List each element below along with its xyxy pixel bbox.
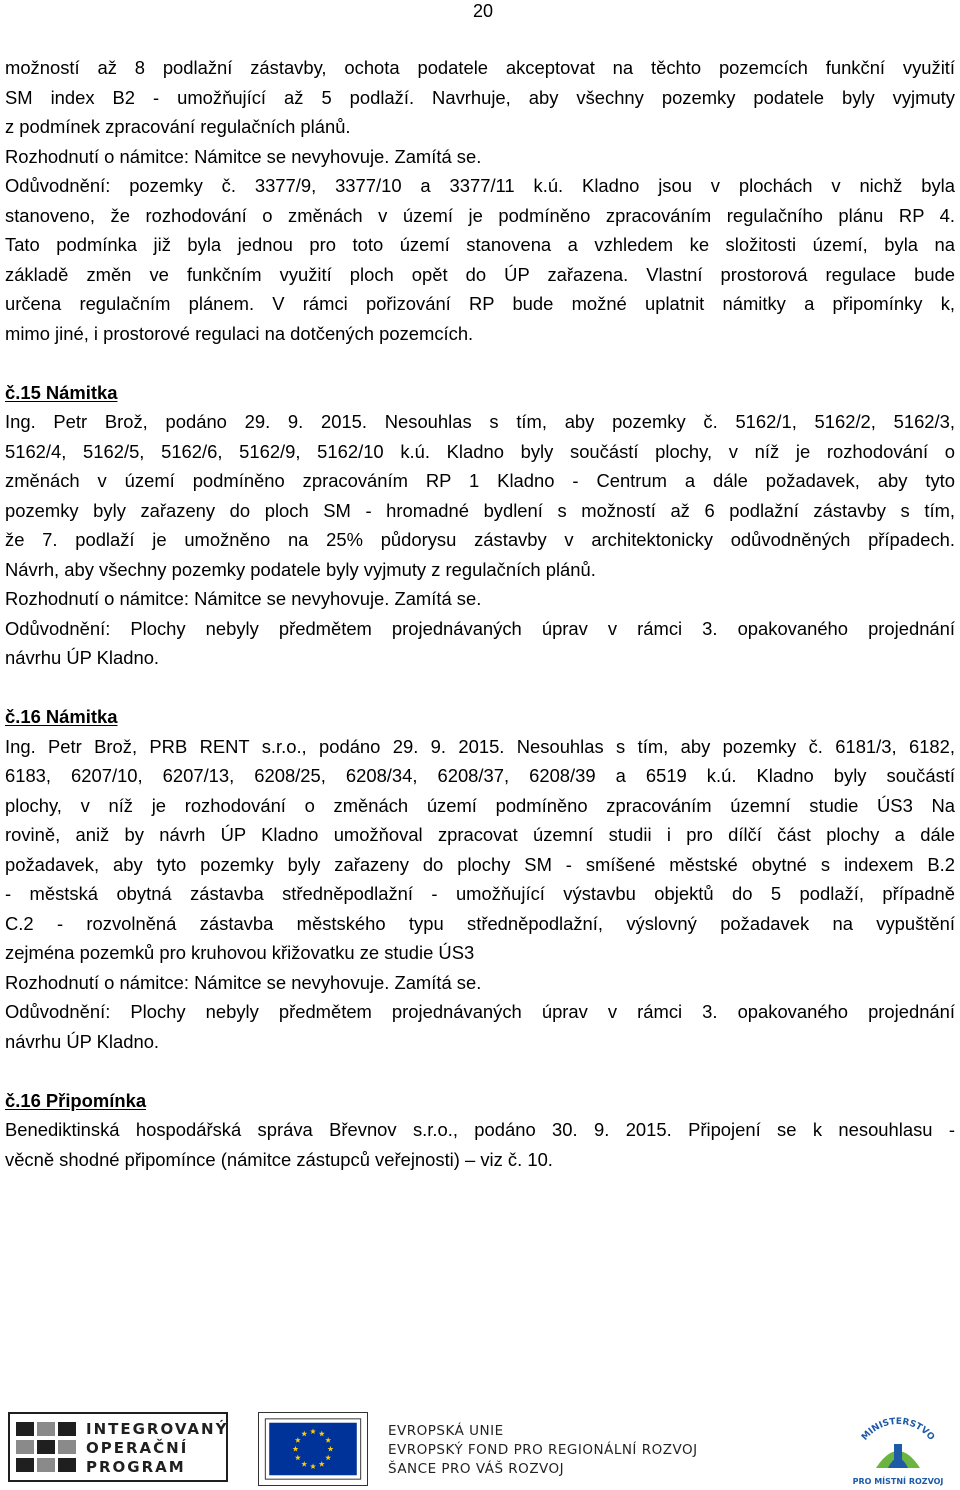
paragraph: [5, 407, 955, 673]
text-line: z podmínek zpracování regulačních plánů.: [5, 116, 351, 137]
document-body: [5, 53, 955, 1174]
iop-logo-text: [86, 1420, 228, 1477]
section-heading: č.16 Připomínka: [5, 1089, 147, 1111]
heading-line: [5, 378, 955, 408]
text-line: Odůvodnění: Plochy nebyly předmětem projednávaných úprav v rámci 3. opakovaného projednání: [5, 617, 955, 639]
text-line: návrhu ÚP Kladno.: [5, 1030, 160, 1052]
text-line: návrhu ÚP Kladno.: [5, 647, 160, 668]
eu-logo-text: [388, 1422, 698, 1479]
paragraph: [5, 53, 955, 348]
text-line: Odůvodnění: pozemky č. 3377/9, 3377/10 a 3377/11 k.ú. Kladno jsou v plochách v nichž byla: [5, 175, 955, 196]
iop-logo-line: PROGRAM: [86, 1458, 186, 1476]
section-heading: č.15 Námitka: [5, 381, 118, 403]
text-line: základě změn ve funkčním využití ploch opět do ÚP zařazena. Vlastní prostorová regulace bude: [5, 263, 955, 285]
iop-logo-line: INTEGROVANÝ: [86, 1420, 229, 1438]
text-line: Rozhodnutí o námitce: Námitce se nevyhovuje. Zamítá se.: [5, 588, 482, 609]
iop-logo: [8, 1412, 228, 1482]
text-line: 5162/4, 5162/5, 5162/6, 5162/9, 5162/10 k.ú. Kladno byly součástí plochy, v níž je rozhodování o: [5, 440, 955, 462]
text-line: určena regulačním plánem. V rámci pořizování RP bude možné uplatnit námitky a připomínky k,: [5, 293, 955, 314]
eu-logo-line: EVROPSKÝ FOND PRO REGIONÁLNÍ ROZVOJ: [388, 1442, 698, 1458]
text-line: zejména pozemků pro kruhovou křižovatku ze studie ÚS3: [5, 942, 475, 963]
footer-logos: [0, 1402, 960, 1490]
text-line: požadavek, aby tyto pozemky byly zařazeny do plochy SM - smíšené městské obytné s indexem B.2: [5, 853, 955, 875]
text-line: Tato podmínka již byla jednou pro toto území stanovena a vzhledem ke složitosti území, byla na: [5, 234, 955, 255]
text-line: Odůvodnění: Plochy nebyly předmětem projednávaných úprav v rámci 3. opakovaného projednání: [5, 1001, 955, 1022]
text-line: 6183, 6207/10, 6207/13, 6208/25, 6208/34, 6208/37, 6208/39 a 6519 k.ú. Kladno byly součástí: [5, 765, 955, 786]
paragraph: [5, 732, 955, 1057]
heading-line: [5, 702, 955, 732]
text-line: pozemky byly zařazeny do ploch SM - hromadné bydlení s možností až 6 podlažní zástavby s tím,: [5, 499, 955, 521]
text-line: - městská obytná zástavba středněpodlažní - umožňující výstavbu objektů do 5 podlaží, případně: [5, 883, 955, 904]
ministry-logo-icon: [836, 1404, 960, 1490]
text-line: Rozhodnutí o námitce: Námitce se nevyhovuje. Zamítá se.: [5, 971, 482, 993]
section-heading: č.16 Námitka: [5, 706, 118, 727]
text-line: plochy, v níž je rozhodování o změnách území podmíněno zpracováním územní studie ÚS3 Na: [5, 794, 955, 816]
paragraph-gap: [5, 673, 955, 703]
text-line: stanoveno, že rozhodování o změnách v území je podmíněno zpracováním regulačního plánu RP 4.: [5, 204, 955, 226]
text-line: že 7. podlaží je umožněno na 25% půdorysu zástavby v architektonicky odůvodněných případech.: [5, 529, 955, 550]
text-line: rovině, aniž by návrh ÚP Kladno umožňoval zpracovat územní studii i pro dílčí část plochy a dále: [5, 824, 955, 845]
text-line: věcně shodné připomínce (námitce zástupců veřejnosti) – viz č. 10.: [5, 1148, 553, 1170]
paragraph-gap: [5, 348, 955, 378]
eu-logo: [258, 1408, 818, 1488]
text-line: změnách v území podmíněno zpracováním RP 1 Kladno - Centrum a dále požadavek, aby tyto: [5, 470, 955, 491]
page-number: 20: [472, 1, 494, 21]
iop-logo-line: OPERAČNÍ: [86, 1439, 189, 1457]
text-line: Návrh, aby všechny pozemky podatele byly vyjmuty z regulačních plánů.: [5, 558, 596, 580]
iop-logo-icon: [16, 1422, 76, 1472]
text-line: Rozhodnutí o námitce: Námitce se nevyhovuje. Zamítá se.: [5, 145, 482, 167]
eu-logo-line: ŠANCE PRO VÁŠ ROZVOJ: [388, 1461, 565, 1477]
eu-flag-icon: [258, 1412, 368, 1486]
heading-line: [5, 1086, 955, 1116]
text-line: možností až 8 podlažní zástavby, ochota podatele akceptovat na těchto pozemcích funkční využití: [5, 57, 955, 78]
paragraph: [5, 1115, 955, 1174]
text-line: Benediktinská hospodářská správa Břevnov s.r.o., podáno 30. 9. 2015. Připojení se k nesouhlasu -: [5, 1119, 955, 1140]
text-line: SM index B2 - umožňující až 5 podlaží. Navrhuje, aby všechny pozemky podatele byly vyjmuty: [5, 86, 955, 108]
paragraph-gap: [5, 1056, 955, 1086]
text-line: Ing. Petr Brož, PRB RENT s.r.o., podáno 29. 9. 2015. Nesouhlas s tím, aby pozemky č. 6181/3, 6182,: [5, 735, 955, 757]
svg-text:PRO MÍSTNÍ ROZVOJ: PRO MÍSTNÍ ROZVOJ: [852, 1477, 944, 1486]
text-line: Ing. Petr Brož, podáno 29. 9. 2015. Nesouhlas s tím, aby pozemky č. 5162/1, 5162/2, 5162/3,: [5, 411, 955, 432]
svg-text:MINISTERSTVO: MINISTERSTVO: [860, 1416, 937, 1443]
text-line: mimo jiné, i prostorové regulaci na dotčených pozemcích.: [5, 322, 474, 344]
text-line: C.2 - rozvolněná zástavba městského typu středněpodlažní, výslovný požadavek na vypuštění: [5, 912, 955, 934]
eu-logo-line: EVROPSKÁ UNIE: [388, 1423, 504, 1439]
